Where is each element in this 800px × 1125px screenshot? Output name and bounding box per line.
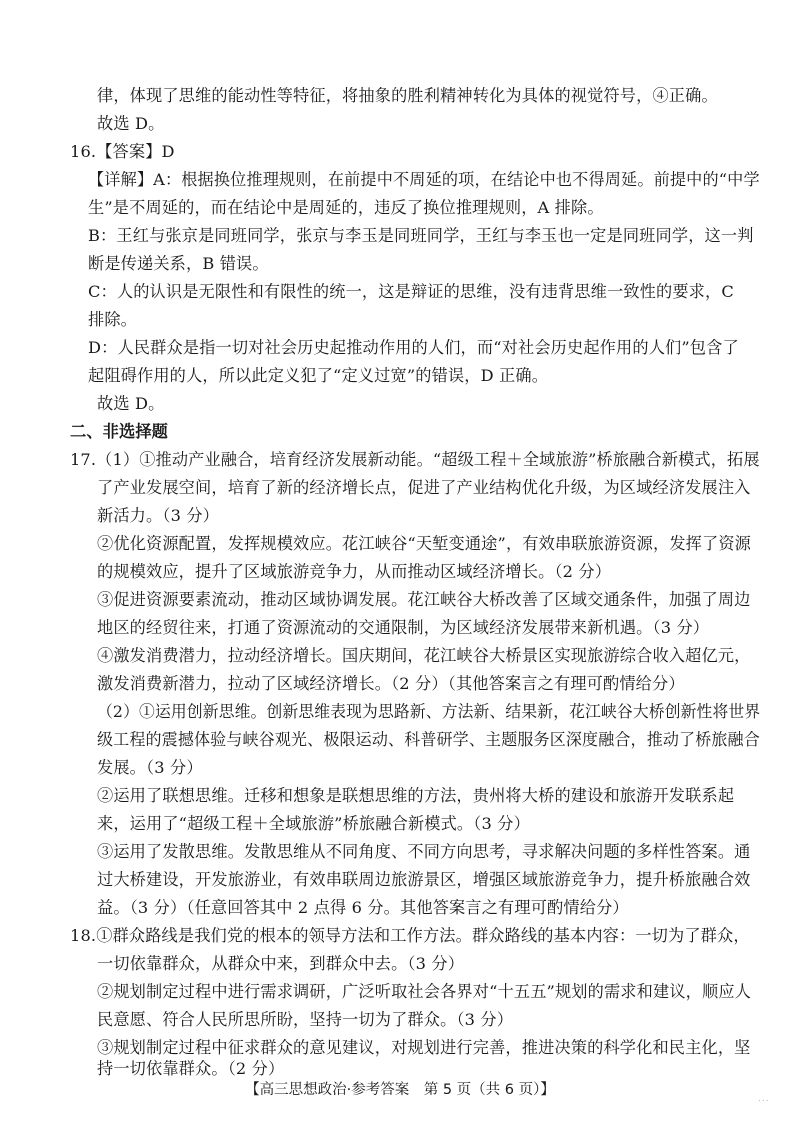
- text-line: B：王红与张京是同班同学，张京与李玉是同班同学，王红与李玉也一定是同班同学，这一判: [88, 226, 754, 245]
- text-line: 益。（3 分）（任意回答其中 2 点得 6 分。其他答案言之有理可酌情给分）: [97, 898, 629, 917]
- question-18-line: 18.①群众路线是我们党的根本的领导方法和工作方法。群众路线的基本内容：一切为了群众，: [70, 926, 750, 945]
- text-line: 级工程的震撼体验与峡谷观光、极限运动、科普研学、主题服务区深度融合，推动了桥旅融合: [97, 730, 760, 749]
- text-line: ②规划制定过程中进行需求调研，广泛听取社会各界对“十五五”规划的需求和建议，顺应人: [97, 982, 752, 1001]
- question-17-line: 17.（1）①推动产业融合，培育经济发展新动能。“超级工程＋全域旅游”桥旅融合新模式，拓展: [70, 450, 760, 469]
- text-line: 生”是不周延的，而在结论中是周延的，违反了换位推理规则，A 排除。: [88, 198, 604, 217]
- page-marker: ...: [758, 1094, 770, 1104]
- text-line: 故选 D。: [97, 114, 165, 133]
- text-line: 民意愿、符合人民所思所盼，坚持一切为了群众。（3 分）: [97, 1010, 514, 1029]
- text-line: 排除。: [88, 310, 138, 329]
- section-heading: 二、非选择题: [70, 422, 169, 441]
- text-line: 律，体现了思维的能动性等特征，将抽象的胜利精神转化为具体的视觉符号，④正确。: [97, 86, 718, 105]
- text-line: ④激发消费潜力，拉动经济增长。国庆期间，花江峡谷大桥景区实现旅游综合收入超亿元，: [97, 646, 751, 665]
- text-line: ③运用了发散思维。发散思维从不同角度、不同方向思考，寻求解决问题的多样性答案。通: [97, 842, 751, 861]
- text-line: 一切依靠群众，从群众中来，到群众中去。（3 分）: [97, 954, 465, 973]
- text-line: 故选 D。: [97, 394, 165, 413]
- text-line: （2）①运用创新思维。创新思维表现为思路新、方法新、结果新，花江峡谷大桥创新性将世界: [97, 702, 761, 721]
- text-line: 过大桥建设，开发旅游业，有效串联周边旅游景区，增强区域旅游竞争力，提升桥旅融合效: [97, 870, 751, 889]
- text-line: 来，运用了“超级工程＋全域旅游”桥旅融合新模式。（3 分）: [97, 814, 530, 833]
- text-line: 持一切依靠群众。（2 分）: [97, 1059, 285, 1078]
- text-line: 新活力。（3 分）: [97, 506, 220, 525]
- text-line: 地区的经贸往来，打通了资源流动的交通限制，为区域经济发展带来新机遇。（3 分）: [97, 618, 710, 637]
- text-line: 断是传递关系，B 错误。: [88, 254, 269, 273]
- text-line: 起阻碍作用的人，所以此定义犯了“定义过宽”的错误，D 正确。: [88, 366, 549, 385]
- text-line: ②运用了联想思维。迁移和想象是联想思维的方法，贵州将大桥的建设和旅游开发联系起: [97, 786, 735, 805]
- text-line: 了产业发展空间，培育了新的经济增长点，促进了产业结构优化升级，为区域经济发展注入: [97, 478, 751, 497]
- text-line: C：人的认识是无限性和有限性的统一，这是辩证的思维，没有违背思维一致性的要求，C: [88, 282, 734, 301]
- text-line: D：人民群众是指一切对社会历史起推动作用的人们，而“对社会历史起作用的人们”包含了: [88, 338, 739, 357]
- text-line: ②优化资源配置，发挥规模效应。花江峡谷“天堑变通途”，有效串联旅游资源，发挥了资源: [97, 534, 752, 553]
- page-footer: 【高三思想政治·参考答案 第 5 页（共 6 页）】: [245, 1082, 555, 1098]
- text-line: 【详解】A：根据换位推理规则，在前提中不周延的项，在结论中也不得周延。前提中的“中学: [88, 170, 760, 189]
- text-line: 发展。（3 分）: [97, 758, 203, 777]
- text-line: ③规划制定过程中征求群众的意见建议，对规划进行完善，推进决策的科学化和民主化，坚: [97, 1038, 751, 1057]
- question-16-answer: 16.【答案】D: [70, 142, 175, 161]
- text-line: ③促进资源要素流动，推动区域协调发展。花江峡谷大桥改善了区域交通条件，加强了周边: [97, 590, 751, 609]
- text-line: 激发消费新潜力，拉动了区域经济增长。（2 分）（其他答案言之有理可酌情给分）: [97, 674, 685, 693]
- text-line: 的规模效应，提升了区域旅游竞争力，从而推动区域经济增长。（2 分）: [97, 562, 612, 581]
